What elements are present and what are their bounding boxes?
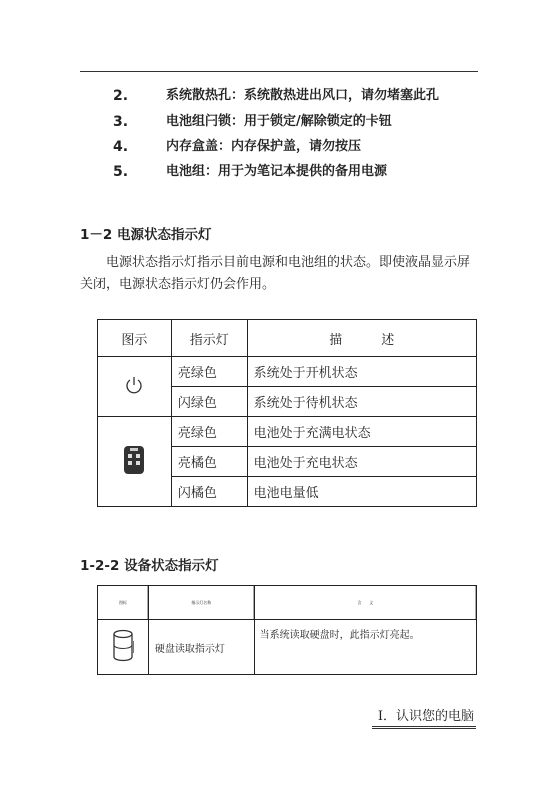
- item-description: 于为笔记本提供的备用电源: [231, 164, 388, 179]
- top-rule: [80, 71, 478, 72]
- item-term: 电池组：用: [166, 164, 232, 179]
- item-term: 系统散热孔：: [166, 88, 245, 103]
- list-item: [0, 112, 537, 132]
- column-header-icon: 图标: [98, 586, 149, 620]
- item-number: 3.: [113, 114, 129, 130]
- section-paragraph: 电源状态指示灯指示目前电源和电池组的状态。即使液晶显示屏关闭，电源状态指示灯仍会作用。: [80, 255, 471, 292]
- item-description: 内存保护盖，请勿按压: [231, 139, 362, 154]
- description-cell: 电池电量低: [247, 477, 476, 507]
- list-item: [0, 162, 537, 182]
- device-status-table: [97, 585, 477, 675]
- battery-icon: [123, 445, 145, 475]
- section-heading: 1-2-2 设备状态指示灯: [80, 558, 219, 574]
- hard-disk-icon: [111, 629, 135, 663]
- power-icon-cell: [98, 357, 172, 417]
- column-header-icon: 图示: [98, 320, 172, 357]
- battery-icon-cell: [98, 417, 172, 507]
- column-header-light: 指示灯: [171, 320, 247, 357]
- item-term: 电池组闩锁：: [166, 114, 245, 129]
- light-cell: 硬盘读取指示灯: [148, 620, 254, 675]
- item-text: [166, 137, 361, 157]
- table-header-row: [98, 320, 477, 357]
- item-text: [166, 112, 392, 132]
- footer-text: I．认识您的电脑: [377, 709, 474, 724]
- list-item: [0, 137, 537, 157]
- item-number: 4.: [113, 139, 129, 155]
- hdd-icon-cell: [98, 620, 149, 675]
- description-cell: 电池处于充满电状态: [247, 417, 476, 447]
- column-header-description: 描 述: [247, 320, 476, 357]
- power-icon: [123, 374, 145, 396]
- table-row: [98, 417, 477, 447]
- description-cell: 系统处于开机状态: [247, 357, 476, 387]
- footer-rule: [372, 726, 476, 729]
- item-description: 系统散热进出风口，请勿堵塞此孔: [244, 88, 440, 103]
- description-cell: 系统处于待机状态: [247, 387, 476, 417]
- light-cell: 亮绿色: [171, 357, 247, 387]
- item-term: 内存盒盖：: [166, 139, 232, 154]
- column-header-light: 指示灯名称: [148, 586, 254, 620]
- section-heading: 1－2 电源状态指示灯: [80, 227, 212, 243]
- description-cell: 电池处于充电状态: [247, 447, 476, 477]
- item-number: 2.: [113, 88, 129, 104]
- page-footer: [378, 707, 474, 727]
- item-text: [166, 86, 439, 106]
- table-header-row: [98, 586, 477, 620]
- light-cell: 亮绿色: [171, 417, 247, 447]
- table-row: [98, 357, 477, 387]
- light-cell: 闪绿色: [171, 387, 247, 417]
- description-cell: 当系统读取硬盘时，此指示灯亮起。: [254, 620, 476, 675]
- light-cell: 闪橘色: [171, 477, 247, 507]
- item-description: 用于锁定/解除锁定的卡钮: [244, 114, 392, 129]
- power-status-table: [97, 319, 477, 507]
- list-item: [0, 86, 537, 106]
- item-number: 5.: [113, 164, 129, 180]
- light-cell: 亮橘色: [171, 447, 247, 477]
- item-text: [166, 162, 387, 182]
- table-row: [98, 620, 477, 675]
- column-header-meaning: 含 义: [254, 586, 476, 620]
